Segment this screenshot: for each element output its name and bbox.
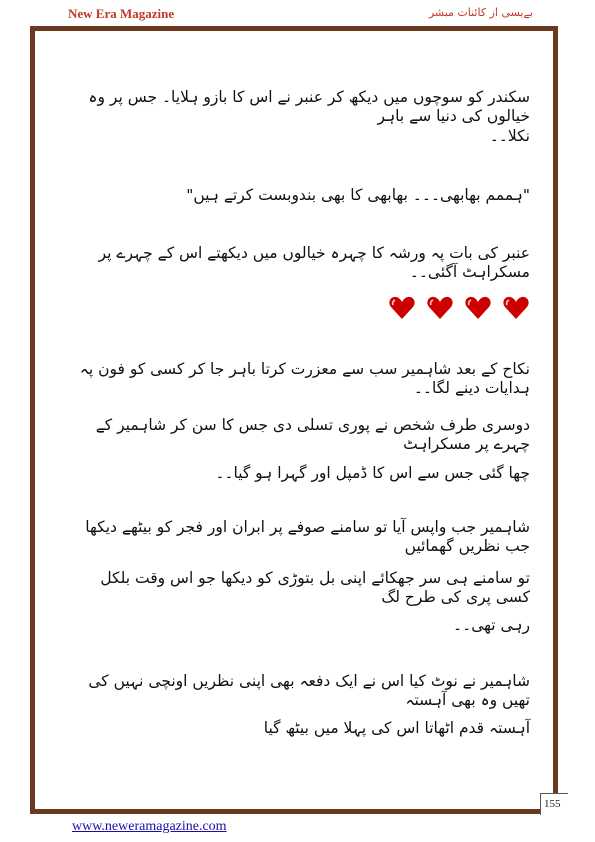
- paragraph-line: رہی تھی۔۔: [453, 616, 530, 634]
- paragraph-line: چھا گئی جس سے اس کا ڈمپل اور گہرا ہو گیا۔۔: [215, 464, 530, 482]
- paragraph-line: تو سامنے ہی سر جھکائے اپنی بل بتوڑی کو دیکھا جو اس وقت بلکل کسی پری کی طرح لگ: [100, 569, 530, 606]
- paragraph-line: عنبر کی بات پہ ورشہ کا چہرہ خیالوں میں دیکھتے اس کے چہرے پر مسکراہٹ آگئی۔۔: [98, 244, 530, 281]
- magazine-name: New Era Magazine: [68, 6, 175, 21]
- heart-ornament: [388, 296, 530, 320]
- paragraph-line: شاہمیر جب واپس آیا تو سامنے صوفے پر ابران اور فجر کو بیٹھے دیکھا جب نظریں گھمائیں: [85, 518, 530, 555]
- heart-icon: [388, 296, 416, 320]
- story-title: بےبسی از کائنات مبشر: [428, 6, 533, 19]
- paragraph-line: دوسری طرف شخص نے پوری تسلی دی جس کا سن کر شاہمیر کے چہرے پر مسکراہٹ: [95, 416, 530, 453]
- paragraph-line: سکندر کو سوچوں میں دیکھ کر عنبر نے اس کا بازو ہلایا۔ جس پر وہ خیالوں کی دنیا سے باہر: [88, 88, 530, 125]
- paragraph-line: شاہمیر نے نوٹ کیا اس نے ایک دفعہ بھی اپنی نظریں اونچی نہیں کی تھیں وہ بھی آہستہ: [88, 672, 530, 709]
- paragraph-line: "ہممم بھابھی۔۔۔ بھابھی کا بھی بندوبست کرتے ہیں": [186, 186, 530, 204]
- page-number: 155: [540, 793, 568, 815]
- heart-icon: [464, 296, 492, 320]
- paragraph-line: آہستہ قدم اٹھاتا اس کی پہلا میں بیٹھ گیا: [263, 719, 530, 737]
- paragraph-line: نکاح کے بعد شاہمیر سب سے معزرت کرتا باہر جا کر کسی کو فون پہ ہدایات دینے لگا۔۔: [79, 360, 530, 397]
- footer-website-link[interactable]: www.neweramagazine.com: [72, 819, 227, 834]
- heart-icon: [426, 296, 454, 320]
- heart-icon: [502, 296, 530, 320]
- paragraph-line: نکلا۔۔: [489, 127, 530, 145]
